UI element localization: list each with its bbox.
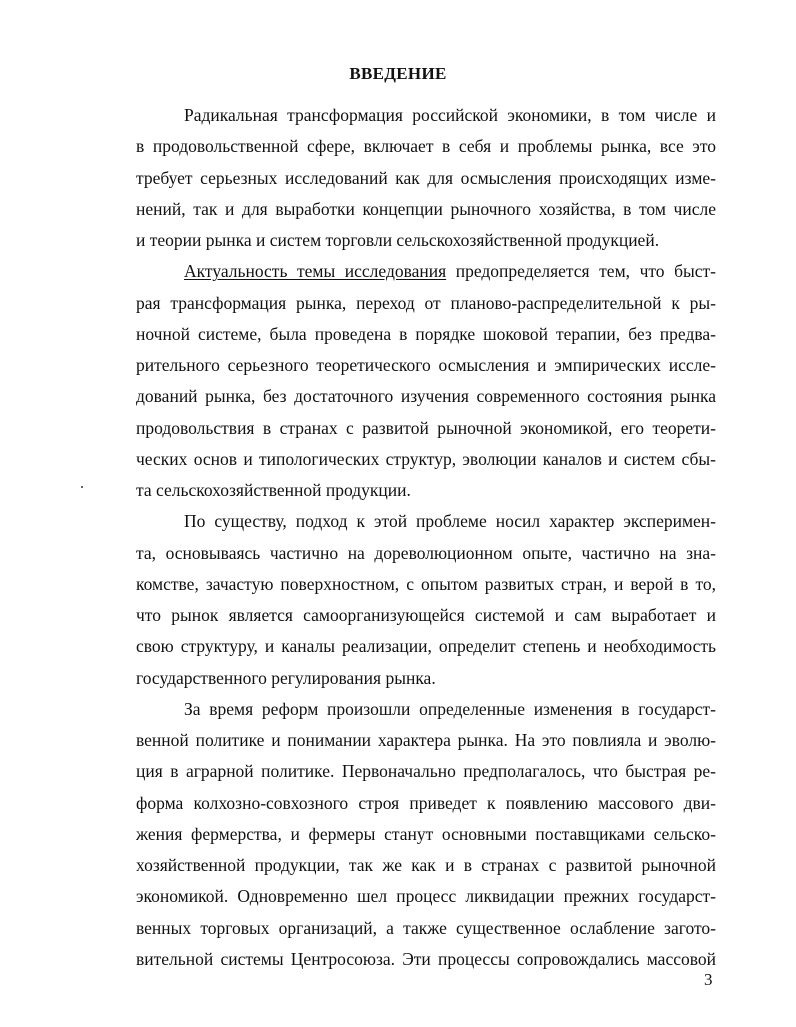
page-title: ВВЕДЕНИЕ: [349, 64, 447, 83]
text-line: и теории рынка и систем торговли сельскохозяйственной продукцией.: [136, 230, 660, 250]
text-line: ция в аграрной политике. Первоначально предполагалось, что быстрая ре-: [136, 761, 716, 782]
text-line: ночной системе, была проведена в порядке шоковой терапии, без предва-: [136, 323, 716, 344]
text-line: продовольствия в странах с развитой рыночной экономикой, его теорети-: [136, 417, 716, 438]
text-line: экономикой. Одновременно шел процесс ликвидации прежних государст-: [136, 886, 716, 907]
scan-speck: [81, 486, 83, 488]
page-number: 3: [704, 970, 713, 989]
text-line: дований рынка, без достаточного изучения современного состояния рынка: [136, 386, 716, 407]
underlined-term: Актуальность темы исследования: [184, 261, 447, 282]
text-line: Радикальная трансформация российской экономики, в том числе и: [184, 105, 716, 125]
text-line: нений, так и для выработки концепции рыночного хозяйства, в том числе: [136, 198, 716, 219]
text-line: та, основываясь частично на дореволюционном опыте, частично на зна-: [136, 542, 716, 563]
text-line: комстве, зачастую поверхностном, с опытом развитых стран, и верой в то,: [136, 573, 716, 594]
text-line: вительной системы Центросоюза. Эти процессы сопровождались массовой: [136, 948, 716, 969]
text-line: свою структуру, и каналы реализации, определит степень и необходимость: [136, 636, 716, 657]
text-line: рая трансформация рынка, переход от планово-распределительной к ры-: [136, 292, 716, 313]
text-line: ческих основ и типологических структур, эволюции каналов и систем сбы-: [136, 448, 716, 469]
text-line: государственного регулирования рынка.: [136, 667, 436, 688]
text-line: [136, 256, 716, 287]
text-line: По существу, подход к этой проблеме носил характер эксперимен-: [184, 511, 716, 532]
text-line: что рынок является самоорганизующейся системой и сам выработает и: [136, 605, 716, 625]
text-line: За время реформ произошли определенные изменения в государст-: [184, 698, 716, 719]
text-line: венной политике и понимании характера рынка. На это повлияла и эволю-: [136, 730, 716, 750]
text-line: хозяйственной продукции, так же как и в странах с развитой рыночной: [136, 855, 716, 875]
text-line: рительного серьезного теоретического осмысления и эмпирических иссле-: [136, 355, 716, 375]
text-line: жения фермерства, и фермеры станут основными поставщиками сельско-: [136, 823, 716, 844]
text-line: венных торговых организаций, а также существенное ослабление загото-: [136, 917, 716, 938]
text-line: та сельскохозяйственной продукции.: [136, 480, 411, 500]
text-line: в продовольственной сфере, включает в себя и проблемы рынка, все это: [136, 136, 716, 157]
text-line: требует серьезных исследований как для осмысления происходящих изме-: [136, 167, 716, 188]
text-span: предопределяется тем, что быст-: [446, 261, 716, 282]
text-line: форма колхозно-совхозного строя приведет к появлению массового дви-: [136, 792, 716, 813]
body-text: [136, 100, 716, 975]
